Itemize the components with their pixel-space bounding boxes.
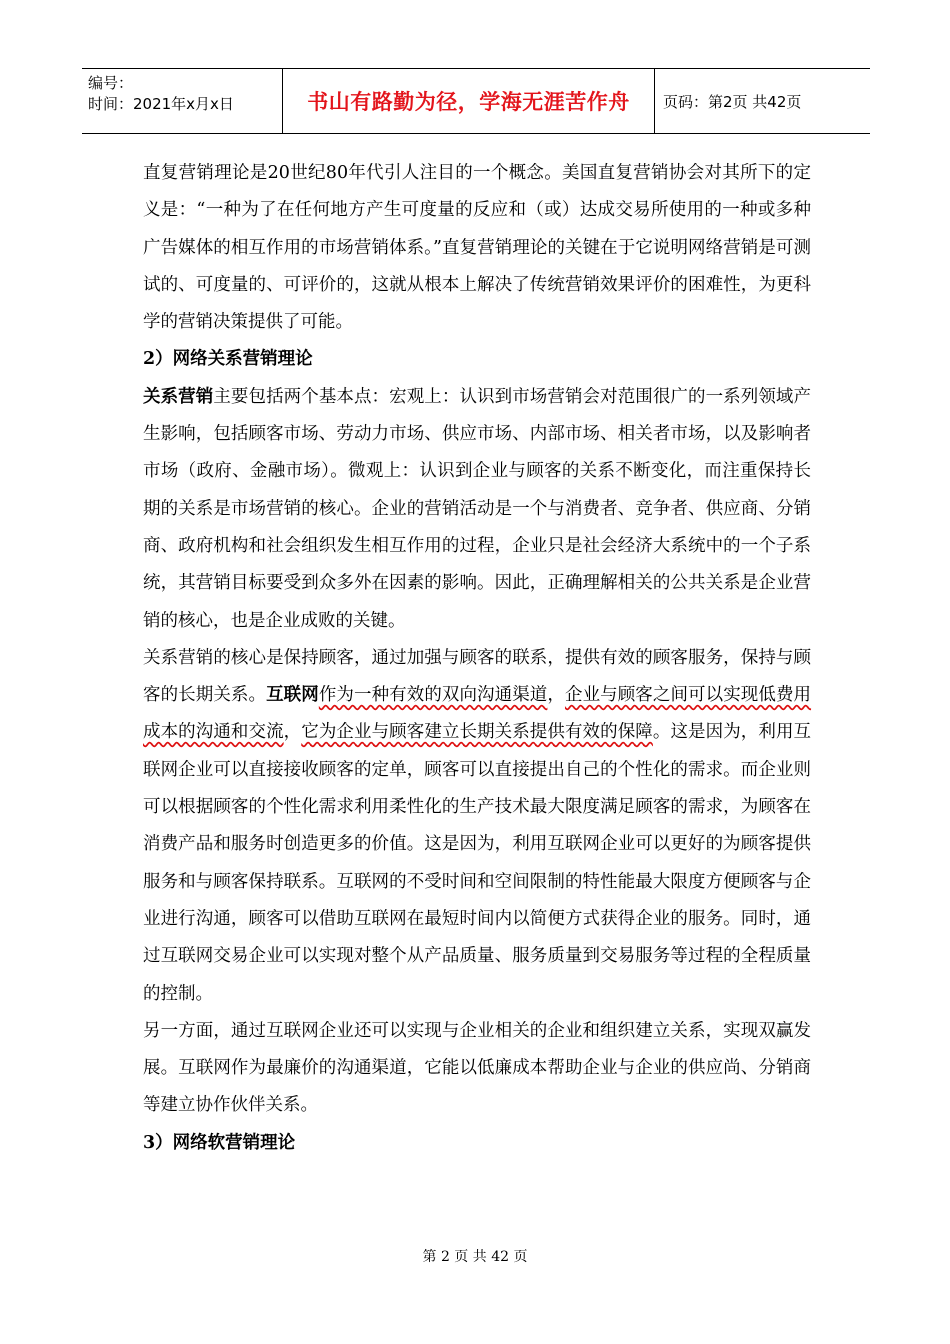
comma-2: ， (283, 722, 302, 743)
underlined-phrase-1: 作为一种有效的双向沟通渠道 (318, 685, 548, 706)
header-page-info: 页码：第2页 共42页 (663, 92, 802, 111)
term-internet: 互联网 (266, 685, 319, 706)
page-footer: 第 2 页 共 42 页 (422, 1249, 528, 1265)
section-heading-soft-marketing: 3）网络软营销理论 (143, 1132, 296, 1153)
header-motto: 书山有路勤为径，学海无涯苦作舟 (282, 69, 655, 133)
paragraph-direct-marketing: 直复营销理论是20世纪80年代引人注目的一个概念。美国直复营销协会对其所下的定义是：“一种为了在任何地方产生可度量的反应和（或）达成交易所使用的一种或多种广告媒体的相互作用的市场营销体系。”直复营销理论的关键在于它说明网络营销是可测试的、可度量的、可评价的，这就从根本上解决了传统营销效果评价的困难性，为更科学的营销决策提供了可能。 (143, 163, 811, 333)
paragraph-relationship-marketing (143, 379, 811, 640)
header-meta (82, 69, 282, 133)
date-label: 时间：2021年x月x日 (88, 95, 234, 113)
underlined-phrase-3: 它为企业与顾客建立长期关系提供有效的保障 (301, 722, 653, 743)
paragraph-relationship-marketing-text: 主要包括两个基本点：宏观上：认识到市场营销会对范围很广的一系列领域产生影响，包括顾客市场、劳动力市场、供应市场、内部市场、相关者市场，以及影响者市场（政府、金融市场）。微观上：认识到企业与顾客的关系不断变化，而注重保持长期的关系是市场营销的核心。企业的营销活动是一个与消费者、竞争者、供应商、分销商、政府机构和社会组织发生相互作用的过程，企业只是社会经济大系统中的一个子系统，其营销目标要受到众多外在因素的影响。因此，正确理解相关的公共关系是企业营销的核心，也是企业成败的关键。 (143, 386, 812, 631)
paragraph-keep-customers-intro: 关系营销的核心是保持顾客，通过加强与顾客的联系，提供有效的顾客服务，保持与顾客的长期关系。 (143, 647, 811, 706)
paragraph-keep-customers (143, 640, 811, 1013)
comma-1: ， (547, 685, 565, 706)
page-header (82, 68, 870, 134)
paragraph-keep-customers-rest: 。这是因为，利用互联网企业可以直接接收顾客的定单，顾客可以直接提出自己的个性化的需求。而企业则可以根据顾客的个性化需求利用柔性化的生产技术最大限度满足顾客的需求，为顾客在消费产品和服务时创造更多的价值。这是因为，利用互联网企业可以更好的为顾客提供服务和与顾客保持联系。互联网的不受时间和空间限制的特性能最大限度方便顾客与企业进行沟通，顾客可以借助互联网在最短时间内以简便方式获得企业的服务。同时，通过互联网交易企业可以实现对整个从产品质量、服务质量到交易服务等过程的全程质量的控制。 (143, 722, 812, 1004)
term-relationship-marketing: 关系营销 (143, 386, 214, 407)
section-heading-relationship-marketing: 2）网络关系营销理论 (143, 349, 313, 370)
paragraph-win-win: 另一方面，通过互联网企业还可以实现与企业相关的企业和组织建立关系，实现双赢发展。互联网作为最廉价的沟通渠道，它能以低廉成本帮助企业与企业的供应尚、分销商等建立协作伙伴关系。 (143, 1020, 811, 1116)
document-body (143, 155, 811, 1162)
serial-label: 编号： (88, 74, 134, 92)
underlined-phrase-2: 企业与顾客之间可以实现低费用成本的沟通和交流 (143, 685, 812, 743)
